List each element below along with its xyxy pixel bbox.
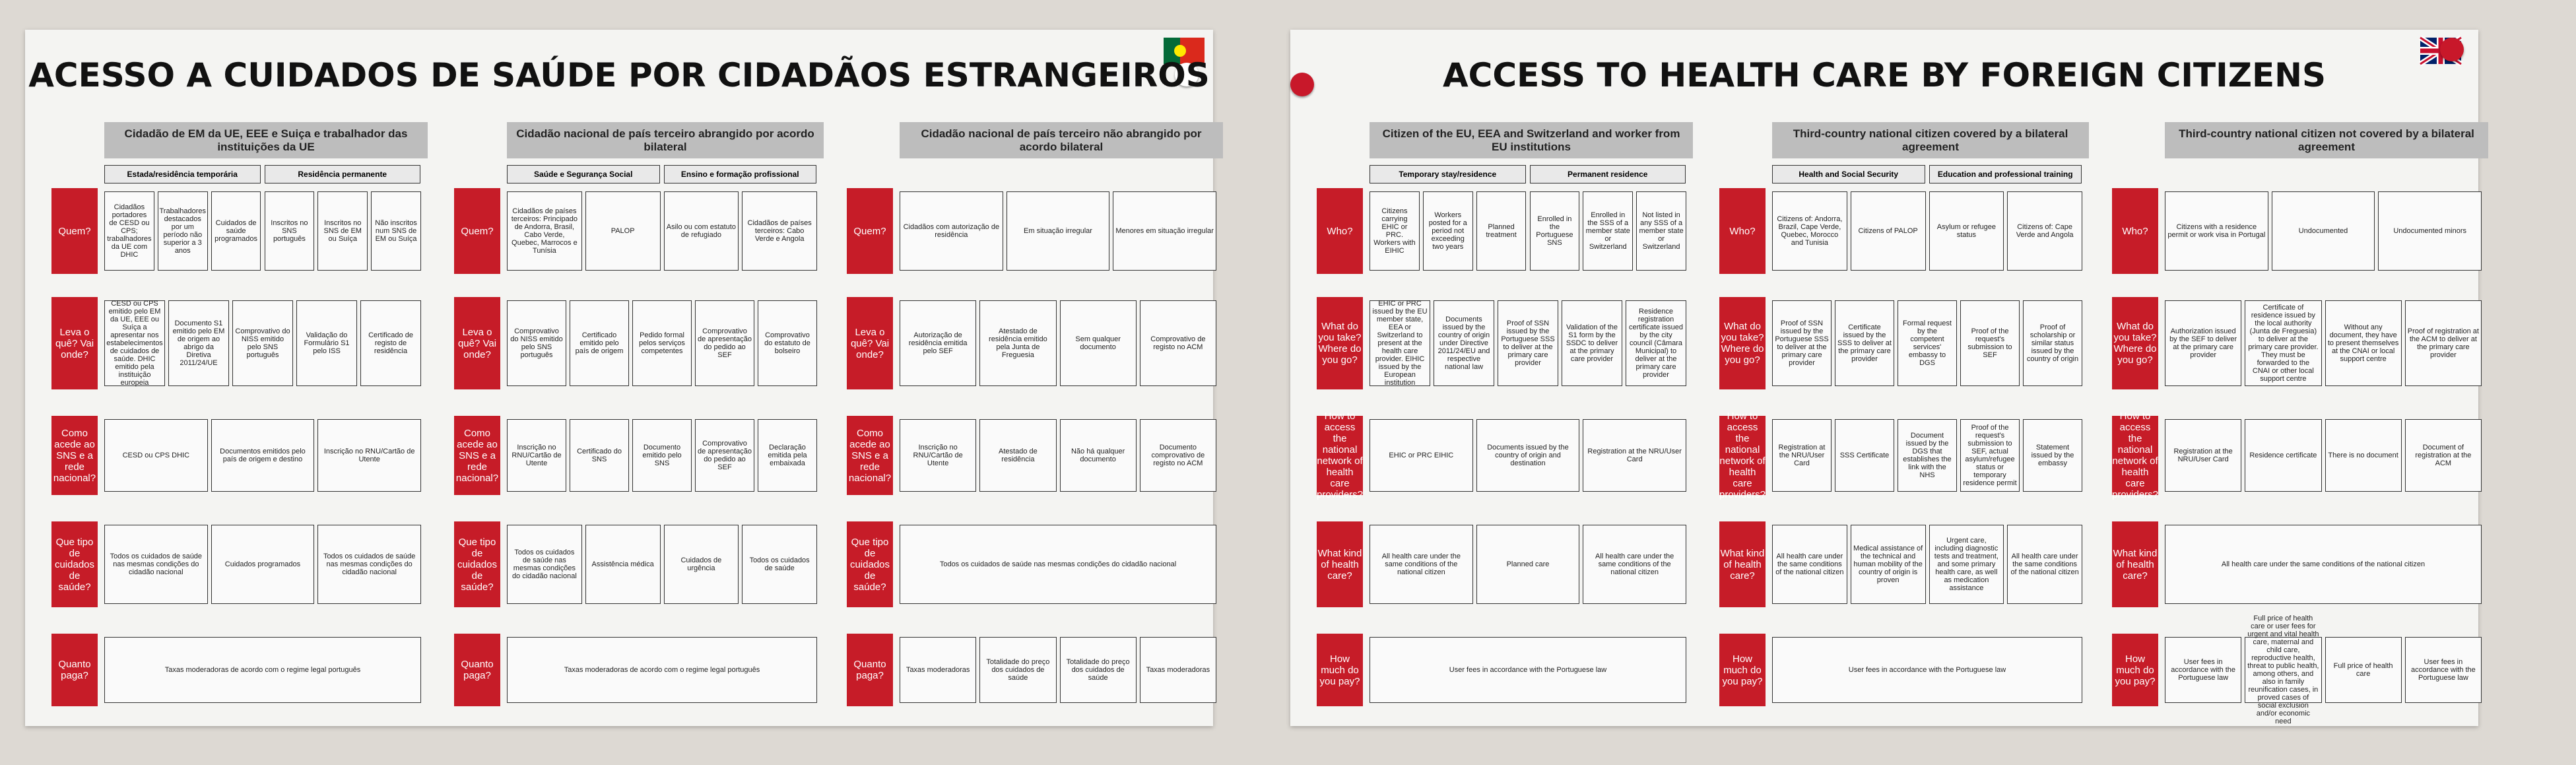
table-cell: Documento comprovativo de registo no ACM — [1140, 419, 1216, 492]
table-cell: Without any document, they have to present themselves at the CNAI or local support centre — [2325, 300, 2402, 386]
table-cell: Residence registration certificate issued by the city council (Câmara Municipal) to deliver at the primary care provider — [1626, 300, 1686, 386]
table-cell: Inscrição no RNU/Cartão de Utente — [317, 419, 421, 492]
row-label: Como acede ao SNS e a rede nacional? — [847, 416, 893, 495]
column-subheader: Education and professional training — [1929, 165, 2082, 183]
row-label: How much do you pay? — [1317, 634, 1363, 706]
table-cell: Validation of the S1 form by the SSDC to deliver at the primary care provider — [1562, 300, 1622, 386]
row-label: How much do you pay? — [1719, 634, 1766, 706]
row-label: Que tipo de cuidados de saúde? — [454, 521, 500, 607]
row-label: Como acede ao SNS e a rede nacional? — [51, 416, 98, 495]
row-label: What kind of health care? — [1719, 521, 1766, 607]
table-cell: Document issued by the DGS that establishes the link with the NHS — [1898, 419, 1957, 492]
table-cell: Inscrição no RNU/Cartão de Utente — [507, 419, 566, 492]
table-cell: User fees in accordance with the Portuguese law — [2165, 637, 2241, 703]
table-cell: Certificado emitido pelo país de origem — [570, 300, 629, 386]
table-cell: CESD ou CPS emitido pelo EM da UE, EEE ou Suíça a apresentar nos estabelecimentos de cuidados de saúde. DHIC emitido pela instituição europeia — [104, 300, 165, 386]
column-subheader: Saúde e Segurança Social — [507, 165, 660, 183]
poster-title: ACCESS TO HEALTH CARE BY FOREIGN CITIZENS — [1442, 56, 2326, 94]
row-label: Leva o quê? Vai onde? — [847, 297, 893, 389]
table-cell: Certificado do SNS — [570, 419, 629, 492]
row-label: What kind of health care? — [1317, 521, 1363, 607]
table-cell: Asilo ou com estatuto de refugiado — [664, 191, 739, 271]
table-cell: User fees in accordance with the Portuguese law — [2405, 637, 2482, 703]
table-cell: Undocumented — [2272, 191, 2375, 271]
table-cell: Registration at the NRU/User Card — [1583, 419, 1686, 492]
table-cell: Taxas moderadoras — [900, 637, 976, 703]
table-cell: Pedido formal pelos serviços competentes — [632, 300, 692, 386]
table-cell: Todos os cuidados de saúde nas mesmas condições do cidadão nacional — [104, 525, 208, 604]
table-cell: Todos os cuidados de saúde nas mesmas condições do cidadão nacional — [507, 525, 582, 604]
table-cell: Assistência médica — [585, 525, 661, 604]
row-label: Who? — [2112, 188, 2158, 274]
table-cell: Declaração emitida pela embaixada — [758, 419, 817, 492]
table-cell: PALOP — [585, 191, 661, 271]
table-cell: Documento emitido pelo SNS — [632, 419, 692, 492]
column-header: Third-country national citizen covered by a bilateral agreement — [1772, 122, 2089, 158]
row-label: Que tipo de cuidados de saúde? — [847, 521, 893, 607]
table-cell: Proof of registration at the ACM to deliver at the primary care provider — [2405, 300, 2482, 386]
table-cell: Citizens with a residence permit or work visa in Portugal — [2165, 191, 2268, 271]
table-cell: Residence certificate — [2245, 419, 2321, 492]
table-cell: CESD ou CPS DHIC — [104, 419, 208, 492]
table-cell: Documentos emitidos pelo país de origem e destino — [211, 419, 315, 492]
table-cell: Atestado de residência — [979, 419, 1056, 492]
row-label: Quem? — [51, 188, 98, 274]
poster-title: ACESSO A CUIDADOS DE SAÚDE POR CIDADÃOS ESTRANGEIROS — [28, 56, 1210, 94]
table-cell: Cidadãos portadores de CESD ou CPS; trabalhadores da UE com DHIC — [104, 191, 154, 271]
column-header: Cidadão nacional de país terceiro não abrangido por acordo bilateral — [900, 122, 1223, 158]
table-cell: Inscritos no SNS português — [265, 191, 315, 271]
table-cell: Não há qualquer documento — [1060, 419, 1137, 492]
table-cell: Documents issued by the country of origin under Directive 2011/24/EU and respective national law — [1434, 300, 1494, 386]
table-cell: Not listed in any SSS of a member state or Switzerland — [1636, 191, 1686, 271]
table-cell: Urgent care, including diagnostic tests and treatment, and some primary health care, as well as medication assistance — [1929, 525, 2004, 604]
row-label: What do you take? Where do you go? — [2112, 297, 2158, 389]
table-cell: Taxas moderadoras — [1140, 637, 1216, 703]
column-subheader: Residência permanente — [265, 165, 421, 183]
row-label: Who? — [1317, 188, 1363, 274]
row-label: Who? — [1719, 188, 1766, 274]
poster-english — [1290, 30, 2478, 726]
table-cell: Citizens of PALOP — [1851, 191, 1926, 271]
table-cell: All health care under the same conditions of the national citizen — [1583, 525, 1686, 604]
table-cell: Full price of health care — [2325, 637, 2402, 703]
table-cell: Formal request by the competent services' embassy to DGS — [1898, 300, 1957, 386]
row-label: Quanto paga? — [847, 634, 893, 706]
table-cell: Comprovativo do NISS emitido pelo SNS português — [232, 300, 293, 386]
table-cell: Comprovativo do estatuto de bolseiro — [758, 300, 817, 386]
table-cell: Menores em situação irregular — [1113, 191, 1216, 271]
column-subheader: Estada/residência temporária — [104, 165, 261, 183]
table-cell: User fees in accordance with the Portuguese law — [1772, 637, 2082, 703]
table-cell: Proof of the request's submission to SEF, actual asylum/refugee status or temporary residence permit — [1960, 419, 2020, 492]
table-cell: Statement issued by the embassy — [2023, 419, 2082, 492]
column-header: Cidadão de EM da UE, EEE e Suiça e trabalhador das instituições da UE — [104, 122, 428, 158]
table-cell: Document of registration at the ACM — [2405, 419, 2482, 492]
table-cell: Citizens of: Andorra, Brazil, Cape Verde, Quebec, Morocco and Tunisia — [1772, 191, 1847, 271]
table-cell: Registration at the NRU/User Card — [1772, 419, 1832, 492]
row-label: What do you take? Where do you go? — [1317, 297, 1363, 389]
table-cell: Proof of SSN issued by the Portuguese SSS to deliver at the primary care provider — [1498, 300, 1558, 386]
row-label: How to access the national network of health care providers? — [1316, 411, 1364, 500]
table-cell: Comprovativo de apresentação do pedido ao SEF — [695, 419, 754, 492]
table-cell: Certificate of residence issued by the local authority (Junta de Freguesia) to deliver at the primary care provider. They must be forwarded to the CNAI or other local support centre — [2245, 300, 2321, 386]
table-cell: There is no document — [2325, 419, 2402, 492]
table-cell: Medical assistance of the technical and human mobility of the country of origin is proven — [1851, 525, 1926, 604]
table-cell: Inscritos no SNS de EM ou Suíça — [317, 191, 368, 271]
table-cell: User fees in accordance with the Portuguese law — [1370, 637, 1686, 703]
table-cell: Comprovativo de registo no ACM — [1140, 300, 1216, 386]
table-cell: Em situação irregular — [1007, 191, 1110, 271]
table-cell: EHIC or PRC issued by the EU member state, EEA or Switzerland to present at the health care provider. EIHIC issued by the European institution — [1370, 300, 1430, 386]
row-label: How to access the national network of health care providers? — [1719, 411, 1766, 500]
table-cell: Cuidados de urgência — [664, 525, 739, 604]
table-cell: Validação do Formulário S1 pelo ISS — [296, 300, 357, 386]
table-cell: All health care under the same conditions of the national citizen — [2007, 525, 2082, 604]
table-cell: Enrolled in the SSS of a member state or Switzerland — [1583, 191, 1633, 271]
row-label: How much do you pay? — [2112, 634, 2158, 706]
column-subheader: Health and Social Security — [1772, 165, 1925, 183]
table-cell: Comprovativo de apresentação do pedido ao SEF — [695, 300, 754, 386]
table-cell: Autorização de residência emitida pelo SEF — [900, 300, 976, 386]
table-cell: Cidadãos de países terceiros: Cabo Verde e Angola — [742, 191, 817, 271]
table-cell: Taxas moderadoras de acordo com o regime legal português — [104, 637, 421, 703]
row-label: Como acede ao SNS e a rede nacional? — [454, 416, 500, 495]
row-label: Quem? — [847, 188, 893, 274]
table-cell: Todos os cuidados de saúde — [742, 525, 817, 604]
row-label: Quanto paga? — [51, 634, 98, 706]
table-cell: Cuidados de saúde programados — [211, 191, 261, 271]
table-cell: Taxas moderadoras de acordo com o regime legal português — [507, 637, 817, 703]
row-label: What do you take? Where do you go? — [1719, 297, 1766, 389]
table-cell: Atestado de residência emitido pela Junta de Freguesia — [979, 300, 1056, 386]
table-cell: SSS Certificate — [1835, 419, 1894, 492]
table-cell: Cidadãos com autorização de residência — [900, 191, 1003, 271]
table-cell: Proof of SSN issued by the Portuguese SSS to deliver at the primary care provider — [1772, 300, 1832, 386]
table-cell: Todos os cuidados de saúde nas mesmas condições do cidadão nacional — [900, 525, 1216, 604]
table-cell: EHIC or PRC EIHIC — [1370, 419, 1473, 492]
row-label: Quem? — [454, 188, 500, 274]
column-header: Citizen of the EU, EEA and Switzerland and worker from EU institutions — [1370, 122, 1693, 158]
table-cell: Workers posted for a period not exceeding two years — [1423, 191, 1473, 271]
column-subheader: Temporary stay/residence — [1370, 165, 1526, 183]
table-cell: Trabalhadores destacados por um período não superior a 3 anos — [158, 191, 208, 271]
row-label: Leva o quê? Vai onde? — [454, 297, 500, 389]
table-cell: Comprovativo do NISS emitido pelo SNS português — [507, 300, 566, 386]
table-cell: All health care under the same conditions of the national citizen — [2165, 525, 2482, 604]
row-label: How to access the national network of health care providers? — [2111, 411, 2159, 500]
table-cell: Documents issued by the country of origin and destination — [1476, 419, 1580, 492]
table-cell: Undocumented minors — [2378, 191, 2482, 271]
table-cell: Registration at the NRU/User Card — [2165, 419, 2241, 492]
table-cell: Citizens of: Cape Verde and Angola — [2007, 191, 2082, 271]
table-cell: Documento S1 emitido pelo EM de origem ao abrigo da Diretiva 2011/24/UE — [168, 300, 229, 386]
row-label: Leva o quê? Vai onde? — [51, 297, 98, 389]
column-subheader: Ensino e formação profissional — [664, 165, 817, 183]
table-cell: Inscrição no RNU/Cartão de Utente — [900, 419, 976, 492]
column-header: Cidadão nacional de país terceiro abrangido por acordo bilateral — [507, 122, 824, 158]
table-cell: Citizens carrying EHIC or PRC. Workers with EIHIC — [1370, 191, 1420, 271]
table-cell: Full price of health care or user fees for urgent and vital health care, maternal and child care, reproductive health, threat to public health, among others, and also in family reunification cases, in proved cases of social exclusion and/or economic need — [2245, 637, 2321, 703]
table-cell: Planned treatment — [1476, 191, 1527, 271]
table-cell: Cuidados programados — [211, 525, 315, 604]
column-subheader: Permanent residence — [1530, 165, 1686, 183]
table-cell: Planned care — [1476, 525, 1580, 604]
table-cell: Totalidade do preço dos cuidados de saúde — [1060, 637, 1137, 703]
table-cell: Todos os cuidados de saúde nas mesmas condições do cidadão nacional — [317, 525, 421, 604]
table-cell: All health care under the same conditions of the national citizen — [1772, 525, 1847, 604]
row-label: Quanto paga? — [454, 634, 500, 706]
row-label: Que tipo de cuidados de saúde? — [51, 521, 98, 607]
table-cell: Certificado de registo de residência — [360, 300, 421, 386]
table-cell: Authorization issued by the SEF to deliver at the primary care provider — [2165, 300, 2241, 386]
table-cell: Certificate issued by the SSS to deliver at the primary care provider — [1835, 300, 1894, 386]
poster-portuguese — [25, 30, 1213, 726]
table-cell: Proof of the request's submission to SEF — [1960, 300, 2020, 386]
table-cell: Sem qualquer documento — [1060, 300, 1137, 386]
table-cell: Totalidade do preço dos cuidados de saúde — [979, 637, 1056, 703]
table-cell: Proof of scholarship or similar status issued by the country of origin — [2023, 300, 2082, 386]
column-header: Third-country national citizen not covered by a bilateral agreement — [2165, 122, 2488, 158]
table-cell: Enrolled in the Portuguese SNS — [1530, 191, 1580, 271]
table-cell: Não inscritos num SNS de EM ou Suíça — [371, 191, 421, 271]
table-cell: Asylum or refugee status — [1929, 191, 2004, 271]
table-cell: All health care under the same conditions of the national citizen — [1370, 525, 1473, 604]
table-cell: Cidadãos de países terceiros: Principado de Andorra, Brasil, Cabo Verde, Quebec, Marrocos e Tunísia — [507, 191, 582, 271]
row-label: What kind of health care? — [2112, 521, 2158, 607]
